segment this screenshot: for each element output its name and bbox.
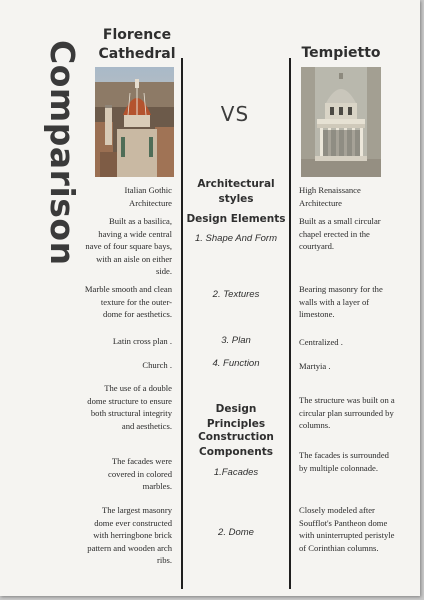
right-row-function: Martyia . bbox=[299, 361, 331, 371]
right-row-plan: Centralized . bbox=[299, 337, 343, 347]
left-divider bbox=[181, 58, 183, 589]
mid-textures: 2. Textures bbox=[212, 289, 260, 300]
mid-shape-and-form: 1. Shape And Form bbox=[194, 233, 278, 244]
right-divider bbox=[289, 58, 291, 589]
right-row-texture: Bearing masonry for the walls with a layer of limestone. bbox=[299, 284, 383, 319]
vertical-title: Comparison bbox=[43, 40, 82, 266]
left-row-facades: The facades were covered in colored marbles. bbox=[108, 456, 172, 491]
florence-cathedral-photo bbox=[95, 67, 174, 177]
mid-architectural-styles: Architectural styles bbox=[197, 178, 275, 205]
mid-design-principles: Design Principles bbox=[206, 403, 266, 430]
right-heading: Tempietto bbox=[301, 45, 381, 61]
right-row-shape: Built as a small circular chapel erected in the courtyard. bbox=[299, 216, 381, 251]
left-row-texture: Marble smooth and clean texture for the outer-dome for aesthetics. bbox=[84, 284, 172, 319]
mid-facades: 1.Facades bbox=[213, 467, 259, 478]
left-heading: Florence Cathedral bbox=[98, 27, 176, 62]
vs-label: VS bbox=[220, 102, 250, 126]
tempietto-photo bbox=[301, 67, 381, 177]
mid-design-elements: Design Elements bbox=[186, 213, 286, 225]
right-row-dome: Closely modeled after Soufflot's Pantheon dome with uninterrupted peristyle of Corinthian columns. bbox=[299, 505, 395, 553]
mid-dome: 2. Dome bbox=[218, 527, 254, 538]
right-row-facades: The facades is surrounded by multiple colonnade. bbox=[299, 450, 389, 473]
left-row-plan: Latin cross plan . bbox=[112, 336, 172, 346]
left-row-principles: The use of a double dome structure to ensure both structural integrity and aesthetics. bbox=[87, 383, 172, 431]
left-row-function: Church . bbox=[142, 360, 172, 370]
right-row-principles: The structure was built on a circular plan surrounded by columns. bbox=[299, 395, 395, 430]
mid-function: 4. Function bbox=[212, 358, 260, 369]
right-row-style: High Renaissance Architecture bbox=[299, 185, 361, 208]
left-row-shape: Built as a basilica, having a wide central nave of four square bays, with an aisle on either side. bbox=[85, 216, 172, 276]
left-row-style: Italian Gothic Architecture bbox=[124, 185, 172, 208]
mid-construction-components: Construction Components bbox=[198, 431, 274, 458]
mid-plan: 3. Plan bbox=[221, 335, 251, 346]
left-row-dome: The largest masonry dome ever constructed with herringbone brick pattern and wooden arch ribs. bbox=[87, 505, 172, 565]
